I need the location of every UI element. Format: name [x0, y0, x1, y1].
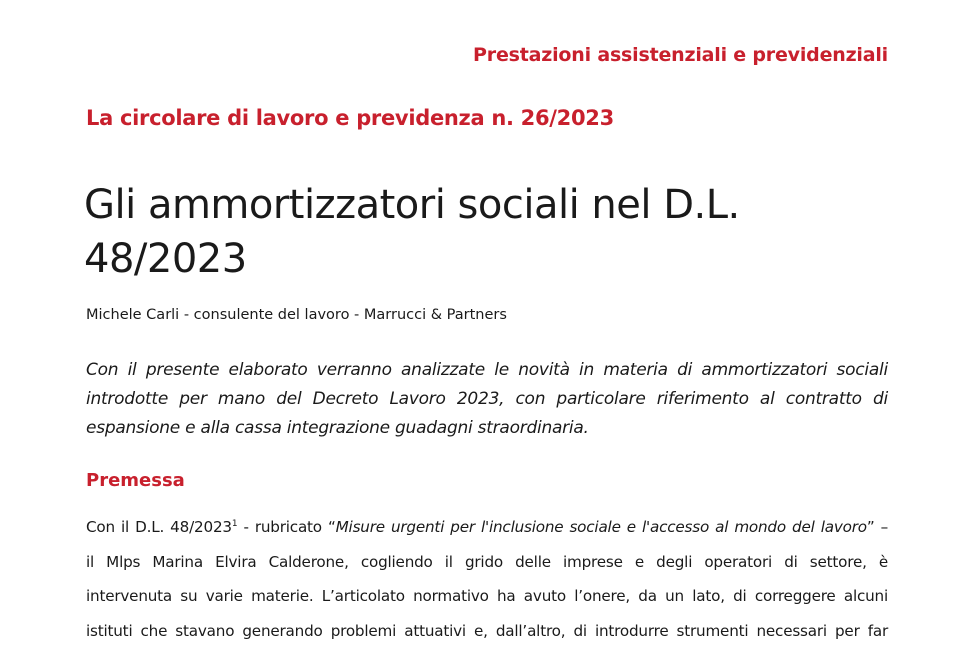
body-line-2: il Mlps Marina Elvira Calderone, cogliendo il grido delle imprese e degli operatori di settore, è: [86, 545, 888, 580]
footnote-marker[interactable]: 1: [232, 519, 238, 529]
section-heading-premessa: Premessa: [86, 470, 185, 491]
body-line-1: [86, 510, 888, 545]
body-paragraph: [86, 510, 888, 648]
article-title-line-1: Gli ammortizzatori sociali nel D.L.: [84, 178, 864, 232]
body-line-1-prefix: Con il D.L. 48/2023: [86, 518, 232, 536]
article-title: [84, 178, 864, 286]
body-line-3: intervenuta su varie materie. L’articolato normativo ha avuto l’onere, da un lato, di correggere alcuni: [86, 579, 888, 614]
body-line-1-middle: - rubricato “: [237, 518, 335, 536]
article-title-line-2: 48/2023: [84, 232, 864, 286]
section-label: Prestazioni assistenziali e previdenziali: [473, 44, 888, 66]
body-line-1-suffix: ” –: [867, 518, 888, 536]
article-abstract: Con il presente elaborato verranno analizzate le novità in materia di ammortizzatori sociali introdotte per mano del Decreto Lavoro 2023, con particolare riferimento al contratto di espansione e alla cassa integrazione guadagni straordinaria.: [86, 356, 888, 443]
author-byline: Michele Carli - consulente del lavoro - Marrucci & Partners: [86, 307, 507, 323]
series-title: La circolare di lavoro e previdenza n. 26/2023: [86, 106, 614, 130]
body-line-4: istituti che stavano generando problemi attuativi e, dall’altro, di introdurre strumenti necessari per far: [86, 614, 888, 648]
decree-title-quote: Misure urgenti per l'inclusione sociale e l'accesso al mondo del lavoro: [336, 518, 867, 536]
